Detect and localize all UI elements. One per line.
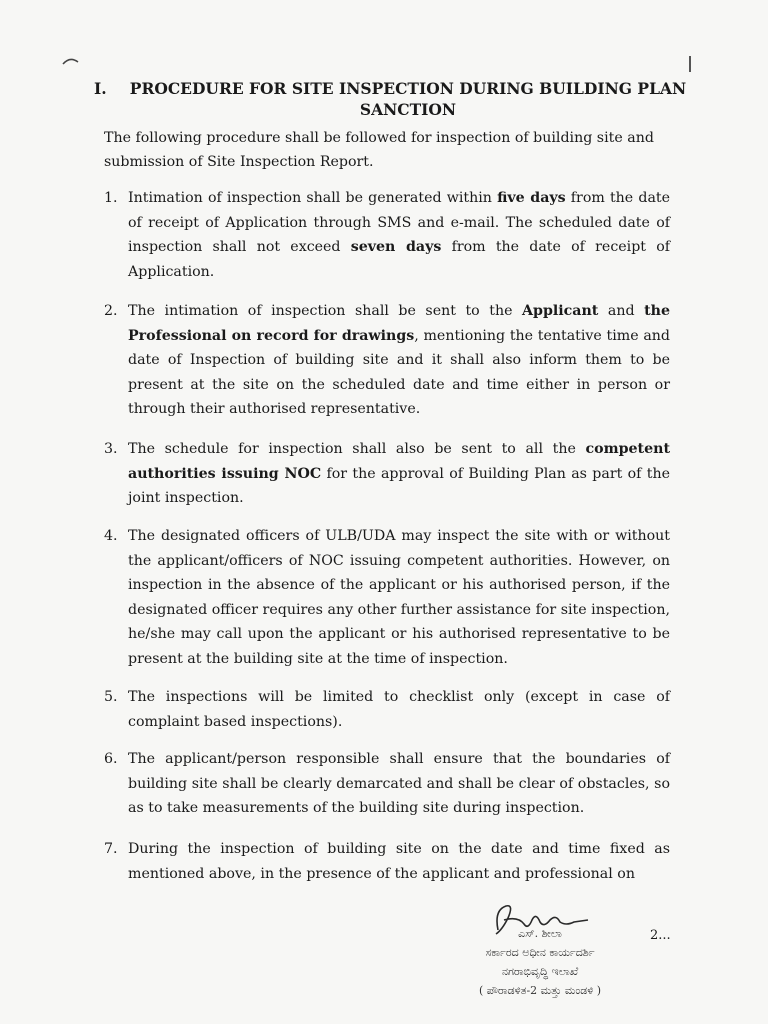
- list-item: [104, 685, 670, 734]
- list-item: [104, 837, 670, 886]
- emphasis-text: the Professional on record for drawings: [128, 303, 671, 344]
- text-segment: and: [598, 303, 645, 319]
- text-segment: for the approval of Building Plan as part of the joint inspection.: [128, 465, 670, 506]
- text-segment: During the inspection of building site on the date and time fixed as mentioned above, in the presence of the applicant and professional on: [128, 841, 670, 882]
- stamp-line: ನಗರಾಭಿವೃದ್ಧಿ ಇಲಾಖೆ: [501, 965, 579, 978]
- page-continuation: 2...: [650, 928, 671, 943]
- section-heading: [94, 78, 694, 120]
- intro-paragraph: The following procedure shall be followed for inspection of building site and submission of Site Inspection Report.: [104, 130, 654, 170]
- scan-mark-top-left: [62, 56, 80, 66]
- text-segment: The intimation of inspection shall be sent to the: [128, 303, 523, 319]
- text-segment: from the date of receipt of Application.: [128, 239, 670, 280]
- text-segment: The applicant/person responsible shall ensure that the boundaries of building site shall be clearly demarcated and shall be clear of obstacles, so as to take measurements of the building site during inspection.: [128, 751, 670, 816]
- emphasis-text: five days: [497, 190, 566, 206]
- scan-mark-top-right: [689, 56, 691, 72]
- item-text: [128, 685, 670, 734]
- heading-number: I.: [94, 79, 107, 98]
- list-item: [104, 299, 670, 422]
- item-number: 6.: [104, 751, 118, 767]
- item-text: [128, 437, 670, 511]
- item-number: 3.: [104, 441, 118, 457]
- item-number: 2.: [104, 303, 118, 319]
- emphasis-text: Applicant: [522, 303, 599, 319]
- stamp-line: ಸರ್ಕಾರದ ಅಧೀನ ಕಾರ್ಯದರ್ಶಿ: [485, 946, 595, 959]
- text-segment: Intimation of inspection shall be generated within: [128, 190, 498, 206]
- stamp-line: ಎಸ್. ಶೀಲಾ: [518, 927, 562, 940]
- item-number: 7.: [104, 841, 118, 857]
- item-text: [128, 837, 670, 886]
- text-segment: The schedule for inspection shall also be sent to all the: [128, 441, 586, 457]
- item-text: [128, 299, 670, 422]
- text-segment: , mentioning the tentative time and date of Inspection of building site and it shall also inform them to be present at the site on the scheduled date and time either in person or through their authorised representative.: [128, 327, 671, 417]
- emphasis-text: competent authorities issuing NOC: [128, 441, 670, 482]
- text-segment: The inspections will be limited to checklist only (except in case of complaint based inspections).: [128, 689, 670, 730]
- item-number: 5.: [104, 689, 118, 705]
- item-text: [128, 524, 670, 671]
- list-item: [104, 437, 670, 511]
- official-stamp: [440, 924, 640, 1000]
- text-segment: The designated officers of ULB/UDA may inspect the site with or without the applicant/officers of NOC issuing competent authorities. However, on inspection in the absence of the applicant or his authorised person, if the designated officer requires any other further assistance for site inspection, he/she may call upon the applicant or his authorised representative to be present at the building site at the time of inspection.: [128, 528, 670, 667]
- emphasis-text: seven days: [350, 239, 442, 255]
- item-number: 4.: [104, 528, 118, 544]
- text-segment: from the date of receipt of Application through SMS and e-mail. The scheduled date of inspection shall not exceed: [128, 190, 671, 255]
- item-text: [128, 186, 670, 284]
- list-item: [104, 524, 670, 671]
- item-text: [128, 747, 670, 821]
- signature-block: [440, 900, 700, 1010]
- list-item: [104, 186, 670, 284]
- list-item: [104, 747, 670, 821]
- heading-title: PROCEDURE FOR SITE INSPECTION DURING BUILDING PLAN SANCTION: [129, 79, 687, 119]
- stamp-line: ( ಪೌರಾಡಳಿತ-2 ಮತ್ತು ಮಂಡಳಿ ): [478, 984, 602, 997]
- item-number: 1.: [104, 190, 118, 206]
